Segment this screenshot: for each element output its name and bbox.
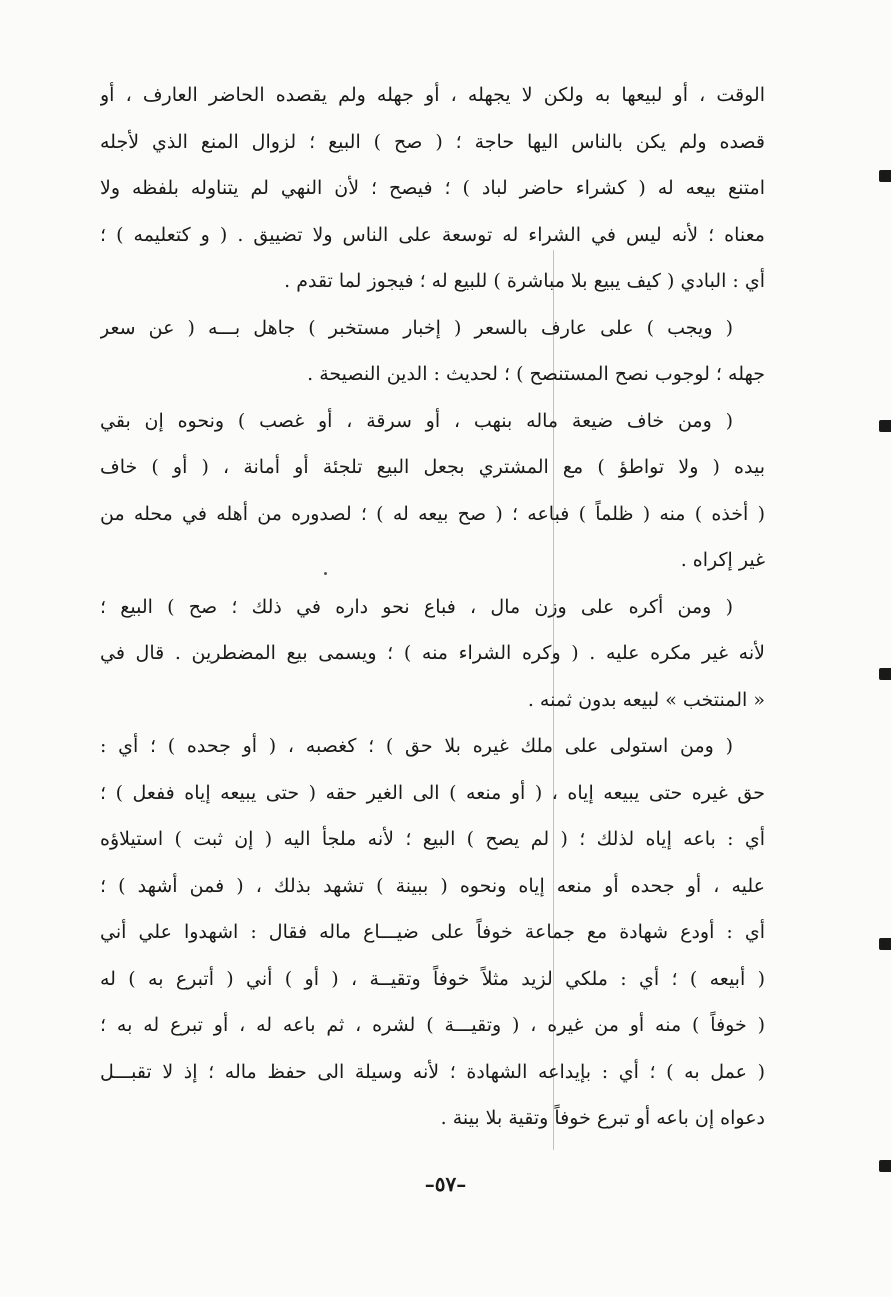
edge-tab-mark — [879, 420, 891, 432]
text-line: معناه ؛ لأنه ليس في الشراء له توسعة على الناس ولا تضييق . ( و كتعليمه ) ؛ — [100, 223, 765, 246]
text-line: ( خوفاً ) منه أو من غيره ، ( وتقيـــة ) لشره ، ثم باعه له ، أو تبرع له به ؛ — [100, 1014, 765, 1036]
text-line: « المنتخب » لبيعه بدون ثمنه . — [527, 688, 765, 711]
text-line: ( أخذه ) منه ( ظلماً ) فباعه ؛ ( صح بيعه له ) ؛ لصدوره من أهله في محله من — [100, 502, 765, 525]
text-line: أي : باعه إياه لذلك ؛ ( لم يصح ) البيع ؛ لأنه ملجأ اليه ( إن ثبت ) استيلاؤه — [100, 828, 765, 850]
text-line: امتنع بيعه له ( كشراء حاضر لباد ) ؛ فيصح ؛ لأن النهي لم يتناوله بلفظه ولا — [100, 177, 765, 199]
page-number: –٥٧– — [424, 1172, 467, 1196]
text-line: جهله ؛ لوجوب نصح المستنصح ) ؛ لحديث : الدين النصيحة . — [307, 363, 765, 385]
text-line: ( عمل به ) ؛ أي : بإيداعه الشهادة ؛ لأنه وسيلة الى حفظ ماله ؛ إذ لا تقبـــل — [100, 1060, 765, 1083]
text-line: لأنه غير مكره عليه . ( وكره الشراء منه ) ؛ ويسمى بيع المضطرين . قال في — [100, 642, 765, 664]
text-line: قصده ولم يكن بالناس اليها حاجة ؛ ( صح ) البيع ؛ لزوال المنع الذي لأجله — [100, 130, 765, 153]
text-line: حق غيره حتى يبيعه إياه ، ( أو منعه ) الى الغير حقه ( حتى يبيعه إياه ففعل ) ؛ — [100, 781, 765, 804]
text-line: دعواه إن باعه أو تبرع خوفاً وتقية بلا بينة . — [440, 1107, 765, 1129]
edge-tab-mark — [879, 938, 891, 950]
text-line: ( ومن استولى على ملك غيره بلا حق ) ؛ كغصبه ، ( أو جحده ) ؛ أي : — [100, 735, 733, 757]
edge-tab-mark — [879, 1160, 891, 1172]
edge-tab-mark — [879, 170, 891, 182]
text-line: ( أبيعه ) ؛ أي : ملكي لزيد مثلاً خوفاً وتقيــة ، ( أو ) أني ( أتبرع به ) له — [100, 967, 765, 990]
text-line: ( ويجب ) على عارف بالسعر ( إخبار مستخبر ) جاهل بـــه ( عن سعر — [100, 316, 733, 339]
edge-tab-mark — [879, 668, 891, 680]
body-text — [100, 72, 765, 1142]
text-line: الوقت ، أو لبيعها به ولكن لا يجهله ، أو جهله ولم يقصده الحاضر العارف ، أو — [100, 84, 765, 106]
text-line: غير إكراه . — [680, 549, 765, 571]
text-line: ( ومن خاف ضيعة ماله بنهب ، أو سرقة ، أو غصب ) ونحوه إن بقي — [100, 409, 733, 432]
text-line: عليه ، أو جحده أو منعه إياه ونحوه ( ببينة ) تشهد بذلك ، ( فمن أشهد ) ؛ — [100, 874, 765, 897]
text-line: أي : البادي ( كيف يبيع بلا مباشرة ) للبيع له ؛ فيجوز لما تقدم . — [284, 270, 765, 292]
text-line: بيده ( ولا تواطؤ ) مع المشتري بجعل البيع تلجئة أو أمانة ، ( أو ) خاف — [100, 456, 765, 478]
text-line: أي : أودع شهادة مع جماعة خوفاً على ضيـــاع ماله فقال : اشهدوا علي أني — [100, 921, 765, 943]
text-line: ( ومن أكره على وزن مال ، فباع نحو داره في ذلك ؛ صح ) البيع ؛ — [100, 595, 733, 618]
